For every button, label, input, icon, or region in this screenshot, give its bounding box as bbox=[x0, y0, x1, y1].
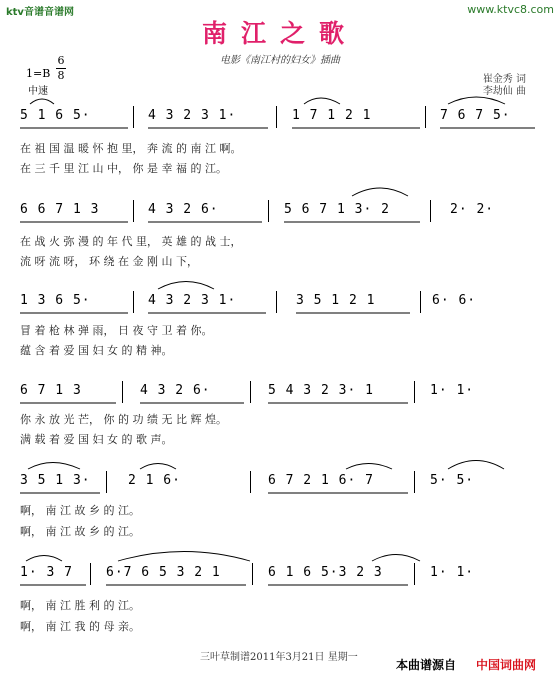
slur-arc bbox=[30, 99, 54, 104]
measure: 6 7 1 3 bbox=[20, 383, 82, 398]
lyric-line-2: 啊， 南 江 故 乡 的 江。 bbox=[20, 525, 140, 538]
slur-arc bbox=[26, 556, 62, 562]
measure: 2· 2· bbox=[450, 202, 495, 217]
slur-arc bbox=[28, 463, 80, 470]
measure: 1 7 1 2 1 bbox=[292, 108, 372, 123]
measure: 5 4 3 2 3· 1 bbox=[268, 383, 374, 398]
measure: 1 3 6 5· bbox=[20, 293, 91, 308]
key-signature: 1=B bbox=[26, 67, 51, 80]
lyric-line-2: 在 三 千 里 江 山 中， 你 是 幸 福 的 江。 bbox=[20, 162, 227, 175]
measure: 1· 1· bbox=[430, 383, 475, 398]
measure: 4 3 2 3 1· bbox=[148, 293, 237, 308]
measure: 6 7 2 1 6· 7 bbox=[268, 473, 374, 488]
measure: 4 3 2 6· bbox=[148, 202, 219, 217]
song-title: 南江之歌 bbox=[201, 19, 358, 48]
measure: 2 1 6· bbox=[128, 473, 181, 488]
measure: 3 5 1 3· bbox=[20, 473, 91, 488]
slur-arc bbox=[118, 552, 250, 562]
measure: 6· 6· bbox=[432, 293, 477, 308]
song-subtitle: 电影《南江村的妇女》插曲 bbox=[220, 55, 340, 66]
slur-arc bbox=[372, 555, 420, 562]
measure: 5 1 6 5· bbox=[20, 108, 91, 123]
lyric-line-1: 啊， 南 江 胜 利 的 江。 bbox=[20, 599, 140, 612]
footer-note: 三叶草制谱2011年3月21日 星期一 bbox=[200, 652, 358, 663]
lyric-line-2: 满 载 着 爱 国 妇 女 的 歌 声。 bbox=[20, 433, 173, 446]
lyricist-credit: 崔金秀 词 bbox=[482, 74, 526, 85]
measure: 6 6 7 1 3 bbox=[20, 202, 100, 217]
measure: 1· 1· bbox=[430, 565, 475, 580]
measure: 1· 3 7 bbox=[20, 565, 73, 580]
composer-credit: 李劫仙 曲 bbox=[482, 86, 526, 97]
measure: 5 6 7 1 3· 2 bbox=[284, 202, 390, 217]
slur-arc bbox=[448, 97, 505, 104]
slur-arc bbox=[352, 188, 408, 196]
measure: 4 3 2 3 1· bbox=[148, 108, 237, 123]
source-site: 中国词曲网 bbox=[476, 658, 537, 672]
watermark-right: www.ktvc8.com bbox=[467, 3, 554, 16]
slur-arc bbox=[346, 464, 392, 470]
slur-arc bbox=[140, 464, 176, 470]
measure: 3 5 1 2 1 bbox=[296, 293, 376, 308]
lyric-line-2: 流 呀 流 呀， 环 绕 在 金 刚 山 下， bbox=[20, 255, 198, 268]
source-label: 本曲谱源自 bbox=[396, 658, 457, 672]
lyric-line-1: 你 永 放 光 芒， 你 的 功 绩 无 比 辉 煌。 bbox=[20, 413, 227, 426]
time-bottom: 8 bbox=[57, 69, 65, 82]
lyric-line-1: 在 祖 国 温 暖 怀 抱 里， 奔 流 的 南 江 啊。 bbox=[20, 142, 242, 155]
measure: 5· 5· bbox=[430, 473, 475, 488]
lyric-line-1: 啊， 南 江 故 乡 的 江。 bbox=[20, 504, 140, 517]
measure: 6·7 6 5 3 2 1 bbox=[106, 565, 221, 580]
lyric-line-2: 啊， 南 江 我 的 母 亲。 bbox=[20, 620, 140, 633]
watermark-left: ktv音谱音谱网 bbox=[6, 7, 74, 18]
measure: 7 6 7 5· bbox=[440, 108, 511, 123]
lyric-line-1: 在 战 火 弥 漫 的 年 代 里， 英 雄 的 战 士， bbox=[20, 235, 242, 248]
lyric-line-2: 蕴 含 着 爱 国 妇 女 的 精 神。 bbox=[20, 344, 173, 357]
slur-arc bbox=[304, 98, 340, 104]
time-top: 6 bbox=[57, 54, 65, 67]
lyric-line-1: 冒 着 枪 林 弹 雨， 日 夜 守 卫 着 你。 bbox=[20, 324, 213, 337]
measure: 6 1 6 5·3 2 3 bbox=[268, 565, 383, 580]
measure: 4 3 2 6· bbox=[140, 383, 211, 398]
slur-arc bbox=[448, 461, 504, 470]
slur-arc bbox=[158, 282, 214, 290]
tempo-marking: 中速 bbox=[28, 86, 48, 97]
